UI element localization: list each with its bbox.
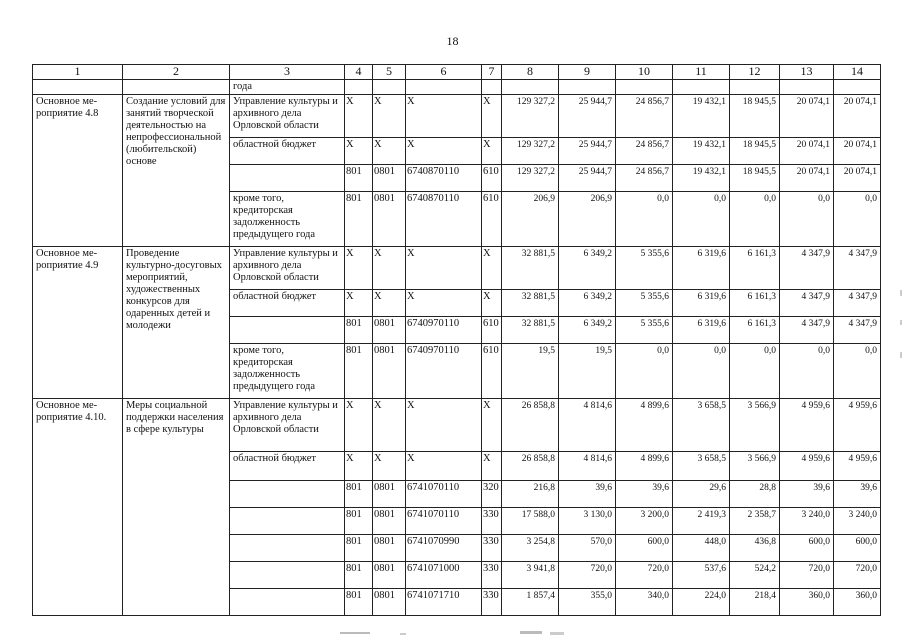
code-cell: 6740870110 [406,192,482,247]
code-cell: X [482,452,502,481]
value-cell: 19 432,1 [673,95,730,138]
value-cell: 26 858,8 [502,399,559,452]
code-cell: X [373,95,406,138]
description-cell: Создание условий для занятий творческой деятельностью на непрофессиональной (любительской) основе [123,95,230,247]
value-cell: 6 349,2 [559,290,616,317]
code-cell: 6741070110 [406,481,482,508]
source-cell [230,589,345,616]
code-cell: X [482,138,502,165]
value-cell: 20 074,1 [780,165,834,192]
value-cell: 3 240,0 [780,508,834,535]
value-cell: 4 899,6 [616,452,673,481]
value-cell: 720,0 [559,562,616,589]
code-cell: X [373,290,406,317]
code-cell: 330 [482,589,502,616]
code-cell: 330 [482,508,502,535]
source-cell: областной бюджет [230,138,345,165]
code-cell: X [345,138,373,165]
value-cell: 3 130,0 [559,508,616,535]
value-cell: 206,9 [502,192,559,247]
value-cell: 448,0 [673,535,730,562]
code-cell: X [345,399,373,452]
value-cell: 0,0 [730,192,780,247]
source-cell [230,165,345,192]
col-header: 10 [616,65,673,80]
value-cell: 2 358,7 [730,508,780,535]
value-cell: 3 658,5 [673,452,730,481]
code-cell: 6740970110 [406,344,482,399]
table-body [33,80,881,616]
value-cell: 3 240,0 [834,508,881,535]
code-cell: 610 [482,192,502,247]
activity-cell: Основное ме-роприятие 4.10. [33,399,123,616]
code-cell: 801 [345,192,373,247]
value-cell: 39,6 [834,481,881,508]
activity-cell: Основное ме-роприятие 4.9 [33,247,123,399]
activity-cell: Основное ме-роприятие 4.8 [33,95,123,247]
col-header: 6 [406,65,482,80]
code-cell: X [406,247,482,290]
code-cell: X [345,452,373,481]
value-cell: 6 161,3 [730,247,780,290]
value-cell: 20 074,1 [834,138,881,165]
value-cell: 206,9 [559,192,616,247]
value-cell: 720,0 [780,562,834,589]
col-header: 4 [345,65,373,80]
value-cell: 6 349,2 [559,317,616,344]
value-cell: 600,0 [616,535,673,562]
code-cell: X [373,247,406,290]
value-cell: 20 074,1 [834,165,881,192]
value-cell: 0,0 [616,192,673,247]
code-cell: 610 [482,344,502,399]
code-cell: X [373,399,406,452]
code-cell: X [345,290,373,317]
value-cell: 4 814,6 [559,399,616,452]
value-cell: 18 945,5 [730,165,780,192]
source-cell [230,481,345,508]
code-cell: 6740970110 [406,317,482,344]
value-cell: 720,0 [616,562,673,589]
table-row [33,95,881,138]
value-cell: 0,0 [834,192,881,247]
col-header: 7 [482,65,502,80]
value-cell: 4 347,9 [780,290,834,317]
value-cell: 5 355,6 [616,290,673,317]
value-cell: 0,0 [780,192,834,247]
code-cell: 610 [482,165,502,192]
code-cell: 0801 [373,535,406,562]
value-cell: 17 588,0 [502,508,559,535]
value-cell: 29,6 [673,481,730,508]
value-cell: 1 857,4 [502,589,559,616]
table-cell [33,80,123,95]
value-cell: 360,0 [834,589,881,616]
value-cell: 25 944,7 [559,138,616,165]
page-number: 18 [446,34,459,48]
col-header: 14 [834,65,881,80]
value-cell: 6 161,3 [730,290,780,317]
value-cell: 6 161,3 [730,317,780,344]
code-cell: 6740870110 [406,165,482,192]
col-header: 12 [730,65,780,80]
value-cell: 25 944,7 [559,165,616,192]
value-cell: 3 566,9 [730,399,780,452]
value-cell: 218,4 [730,589,780,616]
value-cell: 0,0 [616,344,673,399]
value-cell: 4 347,9 [834,247,881,290]
source-cell: Управление культуры и архивного дела Орловской области [230,247,345,290]
value-cell: 216,8 [502,481,559,508]
code-cell: X [406,138,482,165]
code-cell: 0801 [373,589,406,616]
value-cell: 4 347,9 [834,290,881,317]
value-cell: 600,0 [780,535,834,562]
col-header: 3 [230,65,345,80]
value-cell: 28,8 [730,481,780,508]
source-cell [230,317,345,344]
code-cell: 6741071710 [406,589,482,616]
value-cell: 3 566,9 [730,452,780,481]
value-cell: 0,0 [673,192,730,247]
value-cell: 24 856,7 [616,138,673,165]
code-cell: 801 [345,589,373,616]
value-cell: 3 658,5 [673,399,730,452]
budget-table [32,64,881,616]
value-cell: 5 355,6 [616,247,673,290]
code-cell: 320 [482,481,502,508]
value-cell: 4 959,6 [780,399,834,452]
code-cell: 0801 [373,317,406,344]
value-cell: 0,0 [834,344,881,399]
value-cell: 4 959,6 [834,399,881,452]
value-cell: 39,6 [780,481,834,508]
description-cell: Меры социальной поддержки населения в сфере культуры [123,399,230,616]
value-cell: 4 814,6 [559,452,616,481]
value-cell: 6 349,2 [559,247,616,290]
code-cell: 0801 [373,165,406,192]
code-cell: 801 [345,165,373,192]
source-cell: кроме того, кредиторская задолженность предыдущего года [230,344,345,399]
code-cell: 330 [482,535,502,562]
value-cell: 6 319,6 [673,247,730,290]
code-cell: 0801 [373,344,406,399]
code-cell: 801 [345,317,373,344]
value-cell: 32 881,5 [502,247,559,290]
code-cell: 801 [345,344,373,399]
continuation-row [33,80,881,95]
value-cell: 129 327,2 [502,138,559,165]
value-cell: 4 959,6 [834,452,881,481]
value-cell: 32 881,5 [502,317,559,344]
value-cell: 6 319,6 [673,290,730,317]
code-cell: 0801 [373,481,406,508]
value-cell: 0,0 [730,344,780,399]
header-row [33,65,881,80]
code-cell: X [482,247,502,290]
value-cell: 4 899,6 [616,399,673,452]
code-cell: X [482,290,502,317]
scan-artifacts-side [899,290,903,360]
source-cell [230,562,345,589]
continuation-text: года [230,80,345,95]
value-cell: 3 200,0 [616,508,673,535]
value-cell: 4 347,9 [834,317,881,344]
value-cell: 4 347,9 [780,247,834,290]
code-cell: X [482,95,502,138]
code-cell: 6741070110 [406,508,482,535]
col-header: 11 [673,65,730,80]
col-header: 13 [780,65,834,80]
source-cell: кроме того, кредиторская задолженность предыдущего года [230,192,345,247]
code-cell: X [482,399,502,452]
code-cell: X [373,138,406,165]
value-cell: 4 959,6 [780,452,834,481]
value-cell: 20 074,1 [780,95,834,138]
value-cell: 224,0 [673,589,730,616]
value-cell: 26 858,8 [502,452,559,481]
table-row [33,399,881,452]
source-cell: областной бюджет [230,290,345,317]
code-cell: X [345,247,373,290]
code-cell: 0801 [373,562,406,589]
value-cell: 18 945,5 [730,138,780,165]
value-cell: 0,0 [673,344,730,399]
value-cell: 19,5 [502,344,559,399]
col-header: 2 [123,65,230,80]
code-cell: X [406,95,482,138]
code-cell: 330 [482,562,502,589]
code-cell: 0801 [373,192,406,247]
value-cell: 3 941,8 [502,562,559,589]
value-cell: 18 945,5 [730,95,780,138]
source-cell: Управление культуры и архивного дела Орловской области [230,95,345,138]
value-cell: 24 856,7 [616,95,673,138]
value-cell: 20 074,1 [780,138,834,165]
value-cell: 24 856,7 [616,165,673,192]
code-cell: X [345,95,373,138]
col-header: 5 [373,65,406,80]
source-cell: областной бюджет [230,452,345,481]
source-cell [230,535,345,562]
value-cell: 537,6 [673,562,730,589]
code-cell: X [406,290,482,317]
col-header: 8 [502,65,559,80]
value-cell: 0,0 [780,344,834,399]
table-cell [123,80,230,95]
value-cell: 129 327,2 [502,165,559,192]
value-cell: 39,6 [559,481,616,508]
code-cell: 6741071000 [406,562,482,589]
value-cell: 600,0 [834,535,881,562]
value-cell: 355,0 [559,589,616,616]
value-cell: 25 944,7 [559,95,616,138]
value-cell: 436,8 [730,535,780,562]
value-cell: 340,0 [616,589,673,616]
value-cell: 360,0 [780,589,834,616]
code-cell: 610 [482,317,502,344]
scan-artifacts [330,630,590,636]
code-cell: 0801 [373,508,406,535]
code-cell: 801 [345,481,373,508]
value-cell: 524,2 [730,562,780,589]
value-cell: 4 347,9 [780,317,834,344]
value-cell: 2 419,3 [673,508,730,535]
description-cell: Проведение культурно-досуговых мероприятий, художественных конкурсов для одаренных детей и молодежи [123,247,230,399]
code-cell: X [406,452,482,481]
value-cell: 3 254,8 [502,535,559,562]
value-cell: 19 432,1 [673,138,730,165]
value-cell: 20 074,1 [834,95,881,138]
source-cell: Управление культуры и архивного дела Орловской области [230,399,345,452]
value-cell: 6 319,6 [673,317,730,344]
code-cell: 801 [345,508,373,535]
value-cell: 32 881,5 [502,290,559,317]
value-cell: 39,6 [616,481,673,508]
value-cell: 129 327,2 [502,95,559,138]
value-cell: 570,0 [559,535,616,562]
value-cell: 19,5 [559,344,616,399]
value-cell: 5 355,6 [616,317,673,344]
code-cell: X [373,452,406,481]
col-header: 9 [559,65,616,80]
code-cell: 6741070990 [406,535,482,562]
code-cell: 801 [345,562,373,589]
code-cell: X [406,399,482,452]
source-cell [230,508,345,535]
code-cell: 801 [345,535,373,562]
value-cell: 720,0 [834,562,881,589]
value-cell: 19 432,1 [673,165,730,192]
table-row [33,247,881,290]
col-header: 1 [33,65,123,80]
